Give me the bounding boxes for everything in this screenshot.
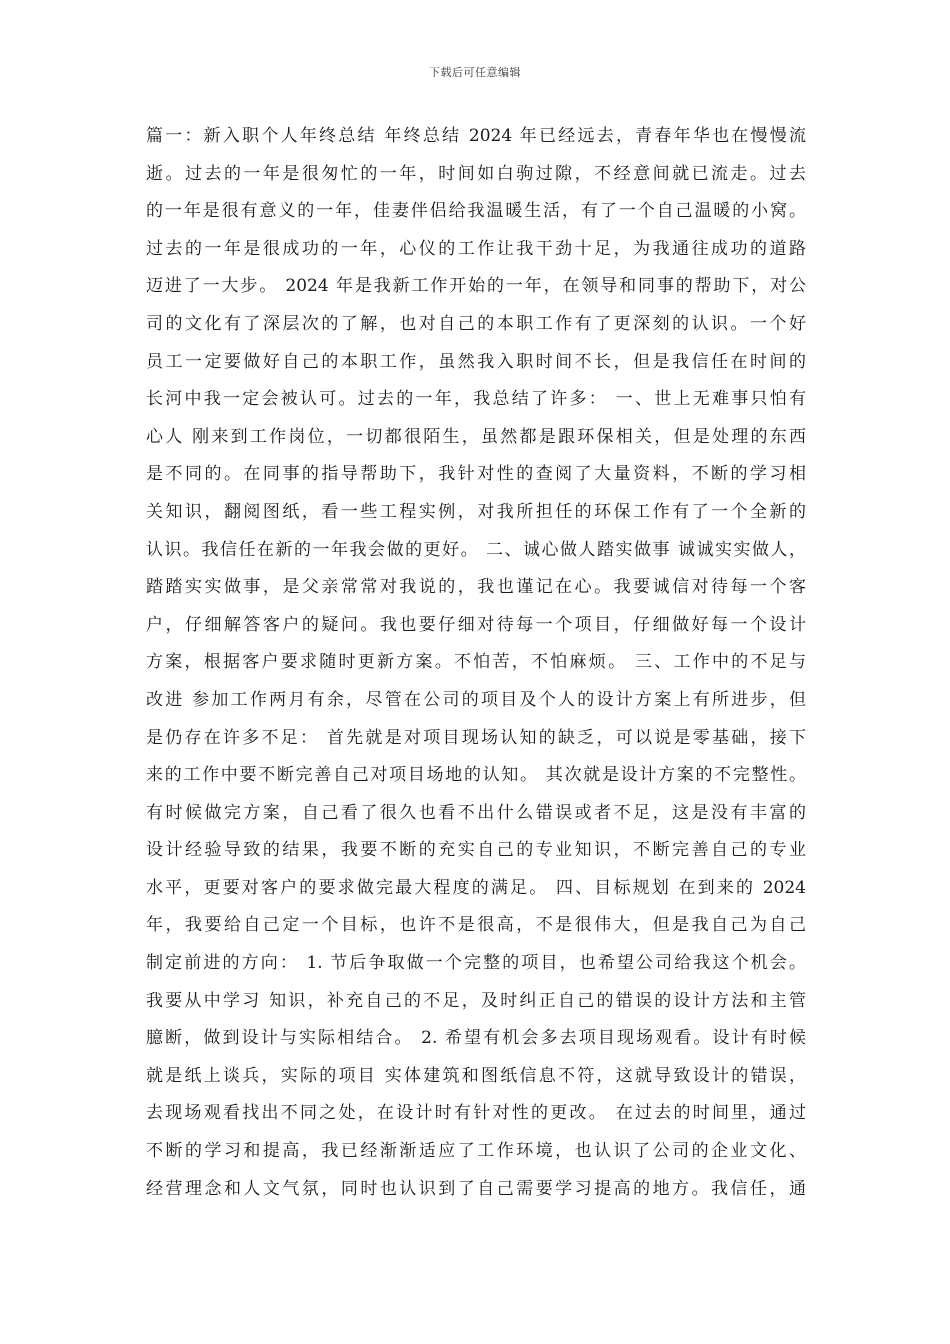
text-line: 户，仔细解答客户的疑问。我也要仔细对待每一个项目，仔细做好每一个设计: [146, 614, 806, 635]
text-line: 逝。过去的一年是很匆忙的一年，时间如白驹过隙，不经意间就已流走。过去: [146, 163, 806, 184]
document-body: [146, 118, 806, 1208]
text-line: 制定前进的方向： 1. 节后争取做一个完整的项目，也希望公司给我这个机会。: [146, 953, 806, 974]
text-line: 是不同的。在同事的指导帮助下，我针对性的查阅了大量资料，不断的学习相: [146, 464, 806, 485]
text-line: 方案，根据客户要求随时更新方案。不怕苦，不怕麻烦。 三、工作中的不足与: [146, 652, 806, 673]
page-header: 下载后可任意编辑: [429, 66, 521, 79]
text-line: 是仍存在许多不足： 首先就是对项目现场认知的缺乏，可以说是零基础，接下: [146, 727, 806, 748]
text-line: 来的工作中要不断完善自己对项目场地的认知。 其次就是设计方案的不完整性。: [146, 765, 806, 786]
text-line: 就是纸上谈兵，实际的项目 实体建筑和图纸信息不符，这就导致设计的错误，: [146, 1065, 806, 1086]
text-line: 臆断，做到设计与实际相结合。 2. 希望有机会多去项目现场观看。设计有时候: [146, 1028, 806, 1049]
text-line: 经营理念和人文气氛，同时也认识到了自己需要学习提高的地方。我信任，通: [146, 1178, 806, 1199]
text-line: 有时候做完方案，自己看了很久也看不出什么错误或者不足，这是没有丰富的: [146, 802, 806, 823]
text-line: 水平，更要对客户的要求做完最大程度的满足。 四、目标规划 在到来的 2024: [146, 877, 806, 898]
text-line: 司的文化有了深层次的了解，也对自己的本职工作有了更深刻的认识。一个好: [146, 313, 806, 334]
text-line: 关知识，翻阅图纸，看一些工程实例，对我所担任的环保工作有了一个全新的: [146, 501, 806, 522]
text-line: 心人 刚来到工作岗位，一切都很陌生，虽然都是跟环保相关，但是处理的东西: [146, 426, 806, 447]
text-line: 的一年是很有意义的一年，佳妻伴侣给我温暖生活，有了一个自己温暖的小窝。: [146, 201, 806, 222]
text-line: 篇一：新入职个人年终总结 年终总结 2024 年已经远去，青春年华也在慢慢流: [146, 126, 806, 146]
text-line: 我要从中学习 知识，补充自己的不足，及时纠正自己的错误的设计方法和主管: [146, 990, 806, 1011]
text-line: 迈进了一大步。 2024 年是我新工作开始的一年，在领导和同事的帮助下，对公: [146, 276, 806, 297]
text-line: 去现场观看找出不同之处，在设计时有针对性的更改。 在过去的时间里，通过: [146, 1103, 806, 1124]
text-line: 改进 参加工作两月有余，尽管在公司的项目及个人的设计方案上有所进步，但: [146, 689, 806, 710]
text-line: 不断的学习和提高，我已经渐渐适应了工作环境，也认识了公司的企业文化、: [146, 1141, 806, 1162]
text-line: 过去的一年是很成功的一年，心仪的工作让我干劲十足，为我通往成功的道路: [146, 238, 806, 259]
text-line: 员工一定要做好自己的本职工作，虽然我入职时间不长，但是我信任在时间的: [146, 351, 806, 372]
text-line: 踏踏实实做事，是父亲常常对我说的，我也谨记在心。我要诚信对待每一个客: [146, 577, 806, 598]
text-line: 认识。我信任在新的一年我会做的更好。 二、诚心做人踏实做事 诚诚实实做人，: [146, 539, 806, 560]
text-line: 长河中我一定会被认可。过去的一年，我总结了许多： 一、世上无难事只怕有: [146, 389, 806, 410]
text-line: 设计经验导致的结果，我要不断的充实自己的专业知识，不断完善自己的专业: [146, 840, 806, 861]
text-line: 年，我要给自己定一个目标，也许不是很高，不是很伟大，但是我自己为自己: [146, 915, 806, 936]
